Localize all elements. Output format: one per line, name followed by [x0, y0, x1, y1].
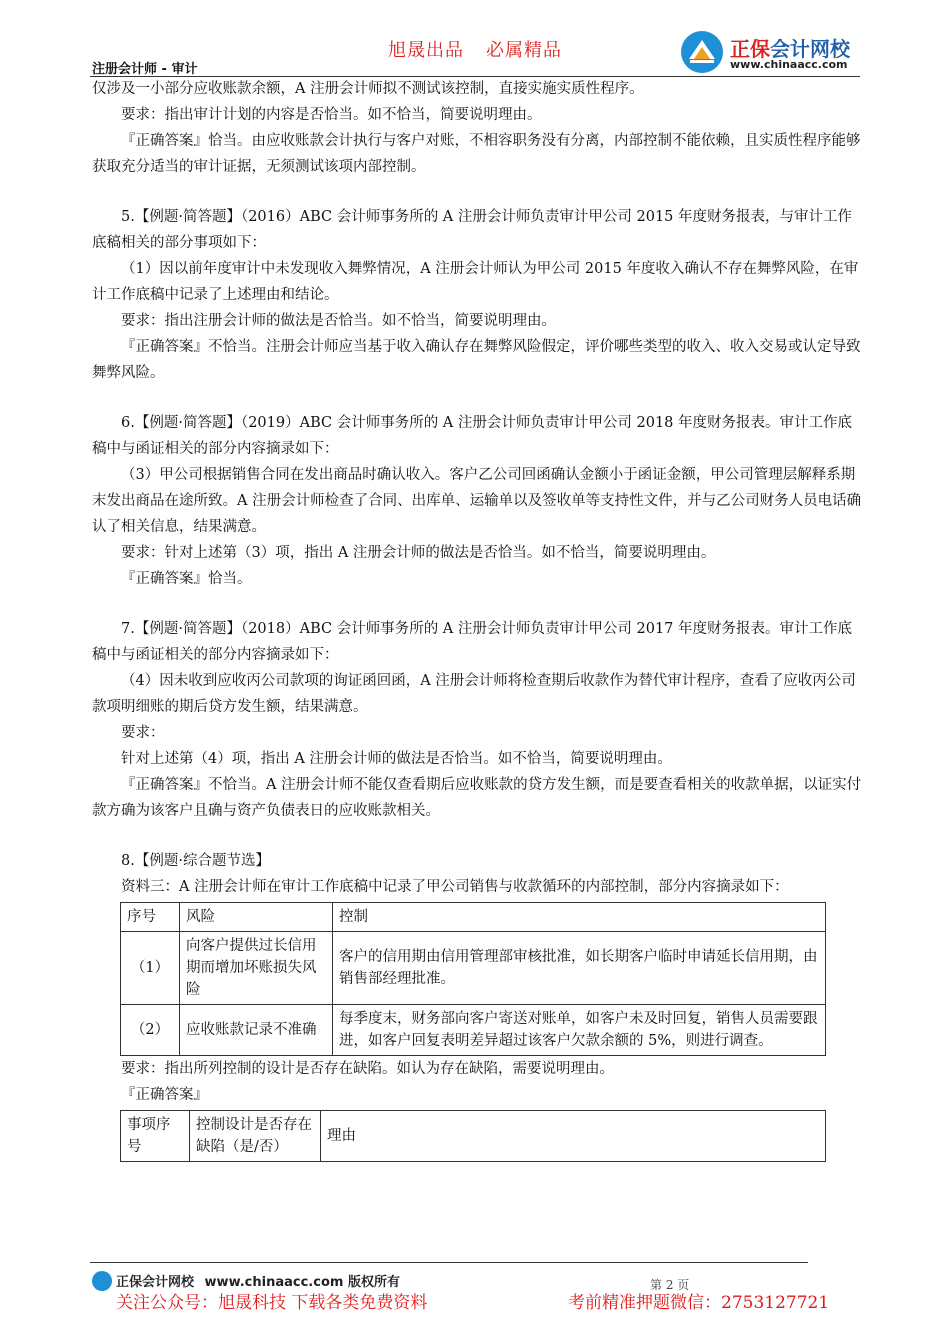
table-cell: （2）	[121, 1005, 180, 1056]
question-6-item: （3）甲公司根据销售合同在发出商品时确认收入。客户乙公司回函确认金额小于函证金额，甲公司管理层解释系期末发出商品在途所致。A 注册会计师检查了合同、出库单、运输单以及签收单等支持性文件，并与乙公司财务人员电话确认了相关信息，结果满意。	[92, 467, 862, 535]
question-5-answer: 『正确答案』不恰当。注册会计师应当基于收入确认存在舞弊风险假定，评价哪些类型的收入、收入交易或认定导致舞弊风险。	[92, 339, 861, 381]
footer-logo-icon	[92, 1271, 112, 1291]
table-header-cell: 控制	[333, 903, 826, 932]
paragraph: 仅涉及一小部分应收账款余额，A 注册会计师拟不测试该控制，直接实施实质性程序。	[92, 81, 644, 97]
question-7-requirement-detail: 针对上述第（4）项，指出 A 注册会计师的做法是否恰当。如不恰当，简要说明理由。	[121, 751, 672, 767]
spacer	[92, 386, 862, 410]
table-cell: 每季度末，财务部向客户寄送对账单，如客户未及时回复，销售人员需要跟进，如客户回复表明差异超过该客户欠款余额的 5%，则进行调查。	[333, 1005, 826, 1056]
table-header-row	[121, 903, 826, 932]
question-7-requirement: 要求：	[121, 725, 165, 741]
logo-brand: 正保	[730, 37, 770, 61]
chinaacc-logo-icon	[680, 30, 724, 74]
header-subject: 注册会计师 - 审计	[92, 62, 198, 77]
question-8-title: 8.【例题·综合题节选】	[121, 853, 270, 869]
promo-wechat-account: 关注公众号：旭晟科技 下载各类免费资料	[116, 1293, 428, 1313]
controls-table	[120, 902, 826, 1056]
table-header-cell: 理由	[321, 1111, 826, 1162]
footer-divider	[90, 1262, 808, 1263]
answer-table	[120, 1110, 826, 1162]
table-row	[121, 1005, 826, 1056]
question-6-title: 6.【例题·简答题】（2019）ABC 会计师事务所的 A 注册会计师负责审计甲公司 2018 年度财务报表。审计工作底稿中与函证相关的部分内容摘录如下：	[92, 415, 853, 457]
footer-copyright: www.chinaacc.com 版权所有	[204, 1275, 400, 1290]
question-7-item: （4）因未收到应收丙公司款项的询证函回函，A 注册会计师将检查期后收款作为替代审计程序，查看了应收丙公司款项明细账的期后贷方发生额，结果满意。	[92, 673, 856, 715]
table-cell: 向客户提供过长信用期而增加坏账损失风险	[180, 932, 333, 1005]
spacer	[92, 592, 862, 616]
question-8-answer-label: 『正确答案』	[121, 1087, 208, 1103]
header-watermark	[388, 36, 584, 62]
table-cell: 应收账款记录不准确	[180, 1005, 333, 1056]
requirement: 要求：指出审计计划的内容是否恰当。如不恰当，简要说明理由。	[121, 107, 542, 123]
question-8-requirement: 要求：指出所列控制的设计是否存在缺陷。如认为存在缺陷，需要说明理由。	[121, 1061, 614, 1077]
question-5-requirement: 要求：指出注册会计师的做法是否恰当。如不恰当，简要说明理由。	[121, 313, 556, 329]
spacer	[92, 824, 862, 848]
question-7-answer: 『正确答案』不恰当。A 注册会计师不能仅查看期后应收账款的贷方发生额，而是要查看相关的收款单据，以证实付款方确为该客户且确与资产负债表日的应收账款相关。	[92, 777, 862, 819]
page-number: 第 2 页	[650, 1278, 690, 1292]
table-header-cell: 控制设计是否存在缺陷（是/否）	[190, 1111, 321, 1162]
question-6-answer: 『正确答案』恰当。	[121, 571, 252, 587]
answer: 『正确答案』恰当。由应收账款会计执行与客户对账，不相容职务没有分离，内部控制不能依赖，且实质性程序能够获取充分适当的审计证据，无须测试该项内部控制。	[92, 133, 861, 175]
question-5-title: 5.【例题·简答题】（2016）ABC 会计师事务所的 A 注册会计师负责审计甲公司 2015 年度财务报表，与审计工作底稿相关的部分事项如下：	[92, 209, 853, 251]
logo-name-rest: 会计网校	[770, 37, 850, 61]
table-header-cell: 序号	[121, 903, 180, 932]
table-header-cell: 风险	[180, 903, 333, 932]
question-8-material: 资料三：A 注册会计师在审计工作底稿中记录了甲公司销售与收款循环的内部控制，部分内容摘录如下：	[121, 879, 789, 895]
watermark-text-1: 旭晟出品	[388, 40, 464, 61]
table-header-row	[121, 1111, 826, 1162]
footer-brand: 正保会计网校	[116, 1275, 195, 1290]
question-7-title: 7.【例题·简答题】（2018）ABC 会计师事务所的 A 注册会计师负责审计甲公司 2017 年度财务报表。审计工作底稿中与函证相关的部分内容摘录如下：	[92, 621, 853, 663]
chinaacc-logo	[680, 30, 870, 74]
promo-wechat-contact: 考前精准押题微信：2753127721	[568, 1293, 830, 1313]
question-6-requirement: 要求：针对上述第（3）项，指出 A 注册会计师的做法是否恰当。如不恰当，简要说明理由。	[121, 545, 716, 561]
spacer	[92, 180, 862, 204]
logo-url: www.chinaacc.com	[730, 58, 848, 71]
table-cell: （1）	[121, 932, 180, 1005]
table-header-cell: 事项序号	[121, 1111, 190, 1162]
table-cell: 客户的信用期由信用管理部审核批准，如长期客户临时申请延长信用期，由销售部经理批准。	[333, 932, 826, 1005]
table-row	[121, 932, 826, 1005]
watermark-text-2: 必属精品	[486, 40, 562, 61]
question-5-item: （1）因以前年度审计中未发现收入舞弊情况，A 注册会计师认为甲公司 2015 年度收入确认不存在舞弊风险，在审计工作底稿中记录了上述理由和结论。	[92, 261, 859, 303]
document-body	[92, 76, 862, 1162]
